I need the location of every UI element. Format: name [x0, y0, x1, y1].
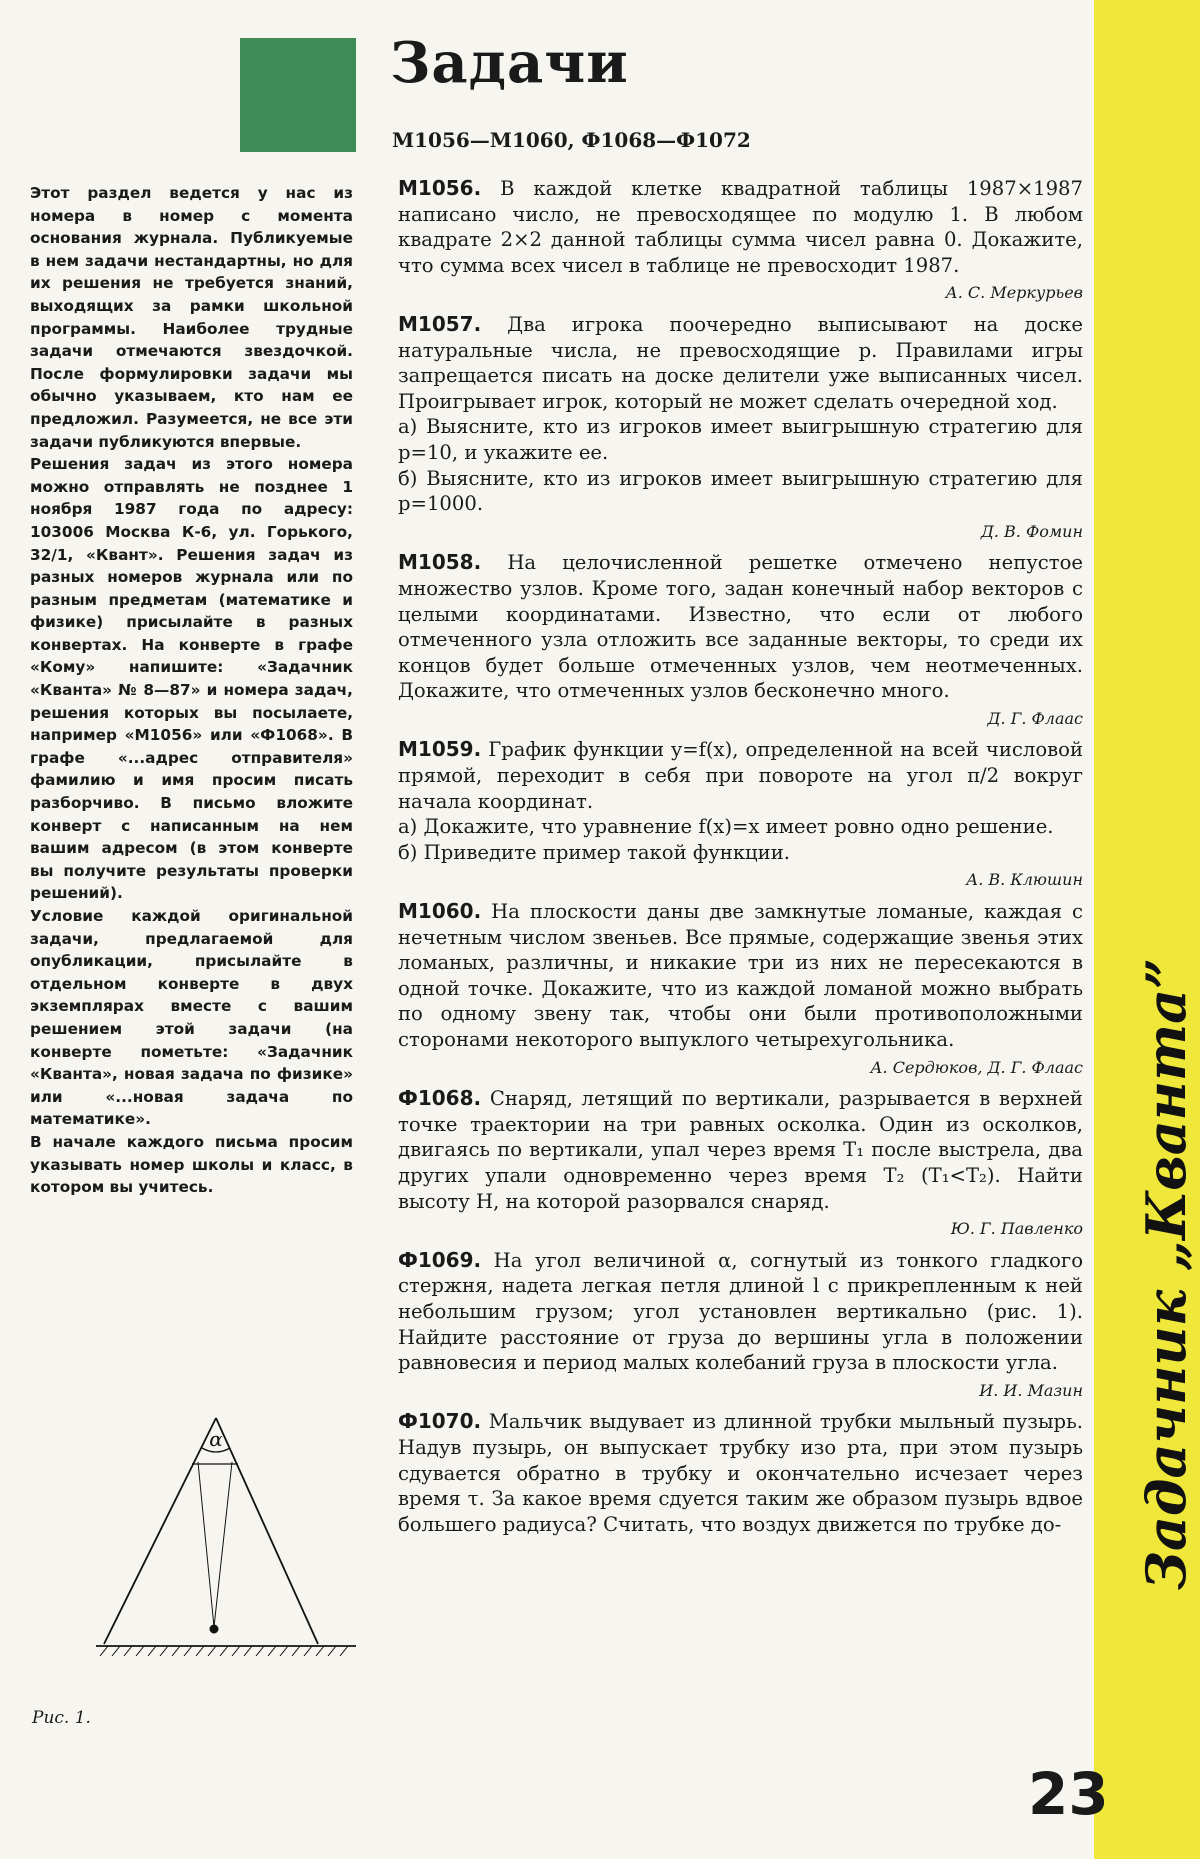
problem-author: Д. Г. Флаас — [987, 708, 1083, 728]
problem-f1070 — [398, 1409, 1083, 1537]
problem-id: Ф1069. — [398, 1247, 482, 1272]
problem-id: M1057. — [398, 311, 482, 336]
problem-text: В каждой клетке квадратной таблицы 1987×1987 написано число, не превосходящее по модулю 1. В любом квадрате 2×2 данной таблицы сумма чисел равна 0. Докажите, что сумма всех чисел в таблице не превосходит 1987. — [398, 177, 1083, 277]
problem-text: На угол величиной α, согнутый из тонкого гладкого стержня, надета легкая петля длиной l с прикрепленным к ней небольшим грузом; угол установлен вертикально (рис. 1). Найдите расстояние от груза до вершины угла в положении равновесия и период малых колебаний груза в плоскости угла. — [398, 1248, 1083, 1375]
intro-paragraph: Этот раздел ведется у нас из номера в номер с момента основания журнала. Публикуемые в нем задачи нестандартны, но для их решения не требуется знаний, выходящих за рамки школьной программы. Наиболее трудные задачи отмечаются звездочкой. После формулировки задачи мы обычно указываем, кто нам ее предложил. Разумеется, не все эти задачи публикуются впервые. — [30, 184, 353, 451]
problem-text: На плоскости даны две замкнутые ломаные, каждая с нечетным числом звеньев. Все прямые, содержащие звенья этих ломаных, различны, и никакие три из них не пересекаются в одной точке. Докажите, что из каждой ломаной можно выбрать по одному звену так, чтобы они были противоположными сторонами некоторого выпуклого четырехугольника. — [398, 900, 1083, 1051]
problem-m1056 — [398, 176, 1083, 306]
problem-text: Снаряд, летящий по вертикали, разрывается в верхней точке траектории на три равных осколка. Один из осколков, двигаясь по вертикали, упал через время T₁ после выстрела, два других упали одновременно через время T₂ (T₁<T₂). Найти высоту H, на которой разорвался снаряд. — [398, 1087, 1083, 1213]
figure-loop-left — [198, 1462, 214, 1627]
problem-author: А. С. Меркурьев — [945, 283, 1083, 303]
figure-rod-left — [104, 1418, 216, 1644]
figure-angle-diagram — [96, 1412, 356, 1672]
problem-text: На целочисленной решетке отмечено непустое множество узлов. Кроме того, задан конечный набор векторов с целыми координатами. Известно, что если от любого отмеченного узла отложить все заданные векторы, то среди их концов будет больше отмеченных узлов, чем неотмеченных. Докажите, что отмеченных узлов бесконечно много. — [398, 551, 1083, 703]
problem-id: M1060. — [398, 899, 482, 924]
problem-range-subtitle: M1056—M1060, Ф1068—Ф1072 — [392, 128, 751, 152]
figure-weight — [210, 1625, 219, 1634]
problem-text: График функции y=f(x), определенной на всей числовой прямой, переходит в себя при повороте на угол π/2 вокруг начала координат. а) Докажите, что уравнение f(x)=x имеет ровно одно решение. б) Приведите пример такой функции. — [398, 738, 1084, 864]
problem-text: Два игрока поочередно выписывают на доске натуральные числа, не превосходящие p. Правилами игры запрещается писать на доске делители уже выписанных чисел. Проигрывает игрок, который не может сделать очередной ход. а) Выясните, кто из игроков имеет выигрышную стратегию для p=10, и укажите ее. б) Выясните, кто из игроков имеет выигрышную стратегию для p=1000. — [398, 312, 1083, 516]
decorative-green-square — [240, 38, 356, 152]
problem-text: Мальчик выдувает из длинной трубки мыльный пузырь. Надув пузырь, он выпускает трубку изо рта, при этом пузырь сдувается обратно в трубку и окончательно исчезает через время τ. За какое время сдуется таким же образом пузырь вдвое большего радиуса? Считать, что воздух движется по трубке до- — [398, 1410, 1083, 1536]
problem-m1057 — [398, 312, 1083, 544]
problem-author: И. И. Мазин — [979, 1380, 1083, 1400]
problem-m1060 — [398, 899, 1083, 1080]
figure-loop-right — [214, 1462, 232, 1627]
section-sidebar — [1094, 0, 1200, 1859]
figure-rod-right — [216, 1418, 318, 1644]
problem-id: M1059. — [398, 737, 482, 762]
problem-author: А. В. Клюшин — [966, 870, 1083, 890]
intro-paragraph: В начале каждого письма просим указывать номер школы и класс, в котором вы учитесь. — [30, 1132, 353, 1197]
problem-m1058 — [398, 550, 1083, 731]
intro-paragraph: Условие каждой оригинальной задачи, предлагаемой для опубликации, присылайте в отдельном конверте в двух экземплярах вместе с вашим решением этой задачи (на конверте пометьте: «Задачник «Кванта», новая задача по физике» или «...новая задача по математике». — [30, 907, 353, 1129]
sidebar-section-title: Задачник „Кванта” — [1134, 957, 1198, 1590]
problem-author: Д. В. Фомин — [980, 521, 1083, 541]
intro-paragraph: Решения задач из этого номера можно отправлять не позднее 1 ноября 1987 года по адресу: 103006 Москва К-6, ул. Горького, 32/1, «Квант». Решения задач из разных номеров журнала или по разным предметам (математике и физике) присылайте в разных конвертах. На конверте в графе «Кому» напишите: «Задачник «Кванта» № 8—87» и номера задач, решения которых вы посылаете, например «M1056» или «Ф1068». В графе «...адрес отправителя» фамилию и имя просим писать разборчиво. В письмо вложите конверт с написанным на нем вашим адресом (в этом конверте вы получите результаты проверки решений). — [30, 455, 353, 903]
problem-author: Ю. Г. Павленко — [950, 1219, 1083, 1239]
problems-column — [398, 176, 1083, 1541]
problem-m1059 — [398, 737, 1083, 893]
figure-ground-hatching — [100, 1646, 348, 1656]
problem-id: Ф1070. — [398, 1409, 482, 1434]
problem-id: M1058. — [398, 550, 482, 575]
page-number: 23 — [1028, 1760, 1109, 1828]
problem-f1068 — [398, 1086, 1083, 1242]
figure-angle-label: α — [209, 1427, 223, 1451]
problem-id: M1056. — [398, 176, 482, 200]
figure-caption: Рис. 1. — [32, 1708, 91, 1728]
problem-f1069 — [398, 1248, 1083, 1404]
problem-id: Ф1068. — [398, 1086, 482, 1111]
problem-author: А. Сердюков, Д. Г. Флаас — [870, 1057, 1083, 1077]
page-title: Задачи — [390, 30, 629, 96]
intro-column — [30, 182, 353, 1199]
